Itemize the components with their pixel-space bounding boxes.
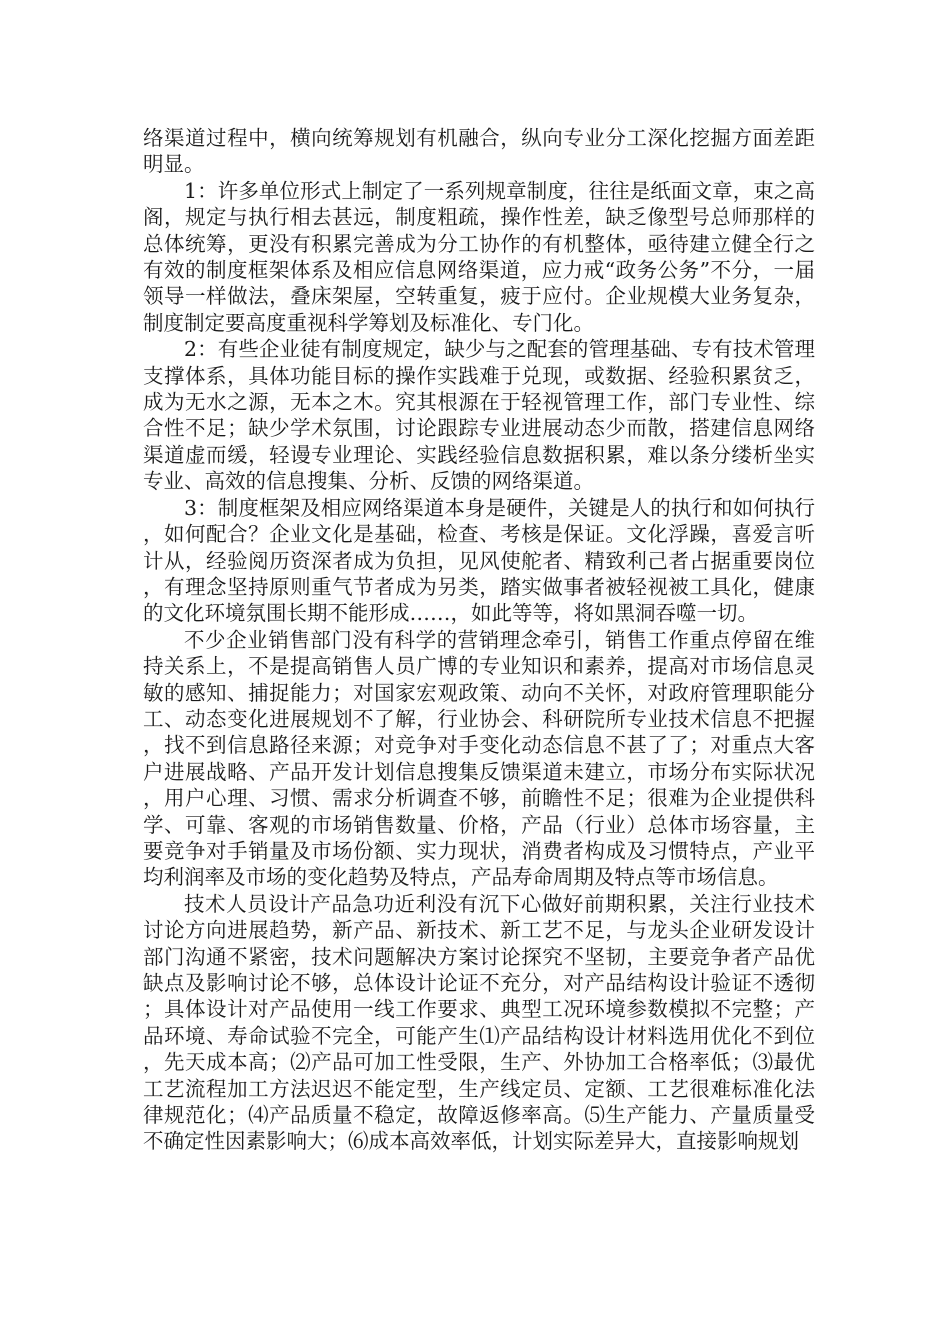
paragraph-sales: 不少企业销售部门没有科学的营销理念牵引，销售工作重点停留在维持关系上，不是提高销售人员广博的专业知识和素养，提高对市场信息灵敏的感知、捕捉能力；对国家宏观政策、动向不关怀，对政府管理职能分工、动态变化进展规划不了解，行业协会、科研院所专业技术信息不把握，找不到信息路径来源；对竞争对手变化动态信息不甚了了；对重点大客户进展战略、产品开发计划信息搜集反馈渠道未建立，市场分布实际状况，用户心理、习惯、需求分析调查不够，前瞻性不足；很难为企业提供科学、可靠、客观的市场销售数量、价格，产品（行业）总体市场容量，主要竞争对手销量及市场份额、实力现状，消费者构成及习惯特点，产业平均利润率及市场的变化趋势及特点，产品寿命周期及特点等市场信息。 <box>143 627 815 890</box>
paragraph-point-2: 2：有些企业徒有制度规定，缺少与之配套的管理基础、专有技术管理支撑体系，具体功能目标的操作实践难于兑现，或数据、经验积累贫乏，成为无水之源，无本之木。究其根源在于轻视管理工作，部门专业性、综合性不足；缺少学术氛围，讨论跟踪专业进展动态少而散，搭建信息网络渠道虚而缓，轻谩专业理论、实践经验信息数据积累，难以条分缕析坐实专业、高效的信息搜集、分析、反馈的网络渠道。 <box>143 337 815 494</box>
document-body <box>143 125 815 1155</box>
paragraph-continuation: 络渠道过程中，横向统筹规划有机融合，纵向专业分工深化挖掘方面差距明显。 <box>143 126 815 177</box>
paragraph-point-3: 3：制度框架及相应网络渠道本身是硬件，关键是人的执行和如何执行，如何配合？企业文化是基础，检查、考核是保证。文化浮躁，喜爱言听计从，经验阅历资深者成为负担，见风使舵者、精致利己者占据重要岗位，有理念坚持原则重气节者成为另类，踏实做事者被轻视被工具化，健康的文化环境氛围长期不能形成……，如此等等，将如黑洞吞噬一切。 <box>143 495 815 626</box>
paragraph-point-1: 1：许多单位形式上制定了一系列规章制度，往往是纸面文章，束之高阁，规定与执行相去甚远，制度粗疏，操作性差，缺乏像型号总师那样的总体统筹，更没有积累完善成为分工协作的有机整体，亟待建立健全行之有效的制度框架体系及相应信息网络渠道，应力戒“政务公务”不分，一届领导一样做法，叠床架屋，空转重复，疲于应付。企业规模大业务复杂，制度制定要高度重视科学筹划及标准化、专门化。 <box>143 178 815 335</box>
paragraph-technical: 技术人员设计产品急功近利没有沉下心做好前期积累，关注行业技术讨论方向进展趋势，新产品、新技术、新工艺不足，与龙头企业研发设计部门沟通不紧密，技术问题解决方案讨论探究不坚韧，主要竞争者产品优缺点及影响讨论不够，总体设计论证不充分，对产品结构设计验证不透彻；具体设计对产品使用一线工作要求、典型工况环境参数模拟不完整；产品环境、寿命试验不完全，可能产生⑴产品结构设计材料选用优化不到位，先天成本高；⑵产品可加工性受限，生产、外协加工合格率低；⑶最优工艺流程加工方法迟迟不能定型，生产线定员、定额、工艺很难标准化法律规范化；⑷产品质量不稳定，故障返修率高。⑸生产能力、产量质量受不确定性因素影响大；⑹成本高效率低，计划实际差异大，直接影响规划 <box>143 891 815 1154</box>
